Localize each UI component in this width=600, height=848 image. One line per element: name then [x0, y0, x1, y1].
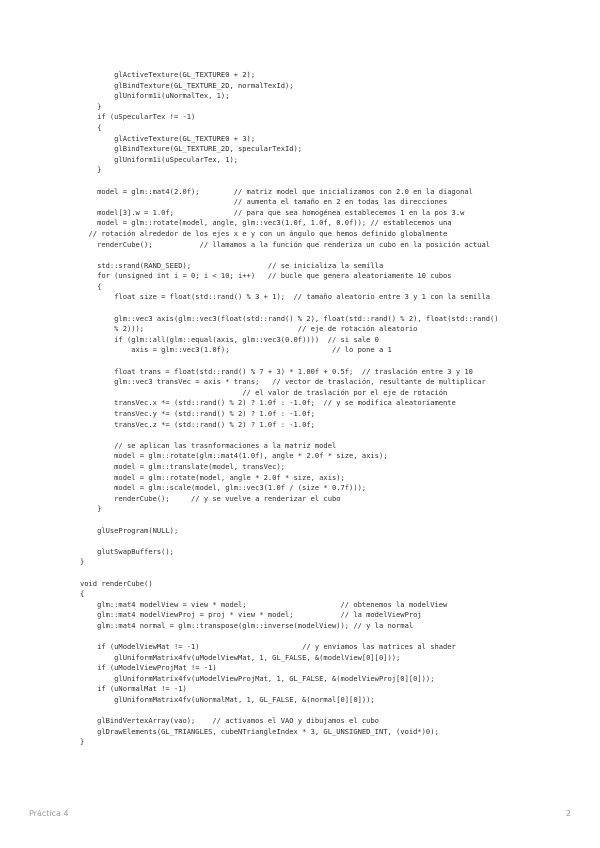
- code-line: glUniformMatrix4fv(uNormalMat, 1, GL_FALSE, &(normal[0][0]));: [80, 695, 375, 705]
- code-line: glm::mat4 normal = glm::transpose(glm::inverse(modelView)); // y la normal: [80, 620, 414, 630]
- code-line: renderCube(); // y se vuelve a renderizar el cubo: [80, 493, 341, 503]
- code-line: // se aplican las trasnformaciones a la matriz model: [80, 440, 337, 450]
- code-line: // rotación alrededor de los ejes x e y con un ángulo que hemos definido globalmente: [80, 228, 448, 238]
- code-line: glm::vec3 transVec = axis * trans; // vector de traslación, resultante de multiplicar: [80, 377, 486, 387]
- code-line: {: [80, 589, 85, 599]
- code-line: }: [80, 504, 102, 514]
- code-line: glUseProgram(NULL);: [80, 525, 179, 535]
- code-line: [80, 536, 580, 547]
- code-line: void renderCube(): [80, 578, 153, 588]
- code-line: [80, 176, 580, 187]
- code-line: glBindTexture(GL_TEXTURE_2D, specularTexId);: [80, 144, 303, 154]
- code-line: [80, 303, 580, 314]
- code-line: model = glm::rotate(glm::mat4(1.0f), angle * 2.0f * size, axis);: [80, 451, 388, 461]
- code-line: }: [80, 101, 102, 111]
- code-line: model = glm::rotate(model, angle, glm::vec3(1.0f, 1.0f, 0.0f)); // establecemos una: [80, 218, 452, 228]
- code-line: // aumenta el tamaño en 2 en todas las direcciones: [80, 197, 448, 207]
- code-line: glBindTexture(GL_TEXTURE_2D, normalTexId);: [80, 80, 294, 90]
- code-line: float trans = float(std::rand() % 7 + 3) * 1.00f + 0.5f; // traslación entre 3 y 10: [80, 366, 473, 376]
- code-line: if (uModelViewMat != -1) // y enviamos las matrices al shader: [80, 642, 456, 652]
- code-line: [80, 568, 580, 579]
- code-line: glActiveTexture(GL_TEXTURE0 + 3);: [80, 133, 256, 143]
- code-line: }: [80, 557, 85, 567]
- footer-title: Práctica 4: [29, 809, 69, 818]
- code-line: glUniformMatrix4fv(uModelViewMat, 1, GL_FALSE, &(modelView[0][0]));: [80, 652, 401, 662]
- code-line: model = glm::mat4(2.0f); // matriz model que inicializamos con 2.0 en la diagonal: [80, 186, 473, 196]
- code-block: [80, 70, 580, 748]
- code-line: if (uNormalMat != -1): [80, 684, 187, 694]
- code-line: glActiveTexture(GL_TEXTURE0 + 2);: [80, 70, 256, 79]
- code-line: [80, 430, 580, 441]
- code-line: glDrawElements(GL_TRIANGLES, cubeNTriangleIndex * 3, GL_UNSIGNED_INT, (void*)0);: [80, 726, 439, 736]
- code-line: % 2))); // eje de rotación aleatorio: [80, 324, 418, 334]
- code-line: }: [80, 737, 85, 747]
- code-line: {: [80, 122, 102, 132]
- code-line: glm::vec3 axis(glm::vec3(float(std::rand() % 2), float(std::rand() % 2), float(std::rand(): [80, 313, 499, 323]
- code-line: glUniformMatrix4fv(uModelViewProjMat, 1, GL_FALSE, &(modelViewProj[0][0]));: [80, 673, 435, 683]
- code-line: transVec.x *= (std::rand() % 2) ? 1.0f : -1.0f; // y se modifica aleatoriamente: [80, 398, 456, 408]
- code-line: glutSwapBuffers();: [80, 546, 174, 556]
- code-line: std::srand(RAND_SEED); // se inicializa la semilla: [80, 260, 384, 270]
- code-line: for (unsigned int i = 0; i < 10; i++) // bucle que genera aleatoriamente 10 cubos: [80, 271, 452, 281]
- code-line: glUniform1i(uNormalTex, 1);: [80, 91, 230, 101]
- code-line: transVec.y *= (std::rand() % 2) ? 1.0f : -1.0f;: [80, 409, 315, 418]
- code-line: transVec.z *= (std::rand() % 2) ? 1.0f : -1.0f;: [80, 419, 315, 429]
- code-line: model = glm::rotate(model, angle * 2.0f * size, axis);: [80, 472, 345, 482]
- code-line: [80, 706, 580, 717]
- code-line: }: [80, 165, 102, 175]
- code-line: {: [80, 281, 102, 291]
- code-line: model = glm::translate(model, transVec);: [80, 461, 285, 471]
- code-line: axis = glm::vec3(1.0f); // lo pone a 1: [80, 345, 392, 355]
- code-line: [80, 631, 580, 642]
- code-line: glm::mat4 modelViewProj = proj * view * model; // la modelViewProj: [80, 610, 422, 620]
- code-line: if (glm::all(glm::equal(axis, glm::vec3(0.0f)))) // si sale 0: [80, 334, 379, 344]
- code-line: model[3].w = 1.0f; // para que sea homogénea establecemos 1 en la pos 3.w: [80, 207, 465, 217]
- code-line: glUniform1i(uSpecularTex, 1);: [80, 154, 239, 164]
- code-line: glBindVertexArray(vao); // activamos el VAO y dibujamos el cubo: [80, 716, 379, 726]
- footer-page-number: 2: [565, 809, 571, 818]
- code-line: float size = float(std::rand() % 3 + 1); // tamaño aleatorio entre 3 y 1 con la semilla: [80, 292, 490, 302]
- code-line: [80, 356, 580, 367]
- code-line: // el valor de traslación por el eje de rotación: [80, 387, 448, 397]
- code-line: model = glm::scale(model, glm::vec3(1.0f / (size * 0.7f)));: [80, 483, 367, 493]
- code-line: glm::mat4 modelView = view * model; // obtenemos la modelView: [80, 599, 448, 609]
- code-line: renderCube(); // llamamos a la función que renderiza un cubo en la posición actual: [80, 239, 490, 249]
- code-line: if (uSpecularTex != -1): [80, 112, 196, 122]
- code-line: [80, 515, 580, 526]
- code-line: [80, 250, 580, 261]
- code-line: if (uModelViewProjMat != -1): [80, 663, 217, 673]
